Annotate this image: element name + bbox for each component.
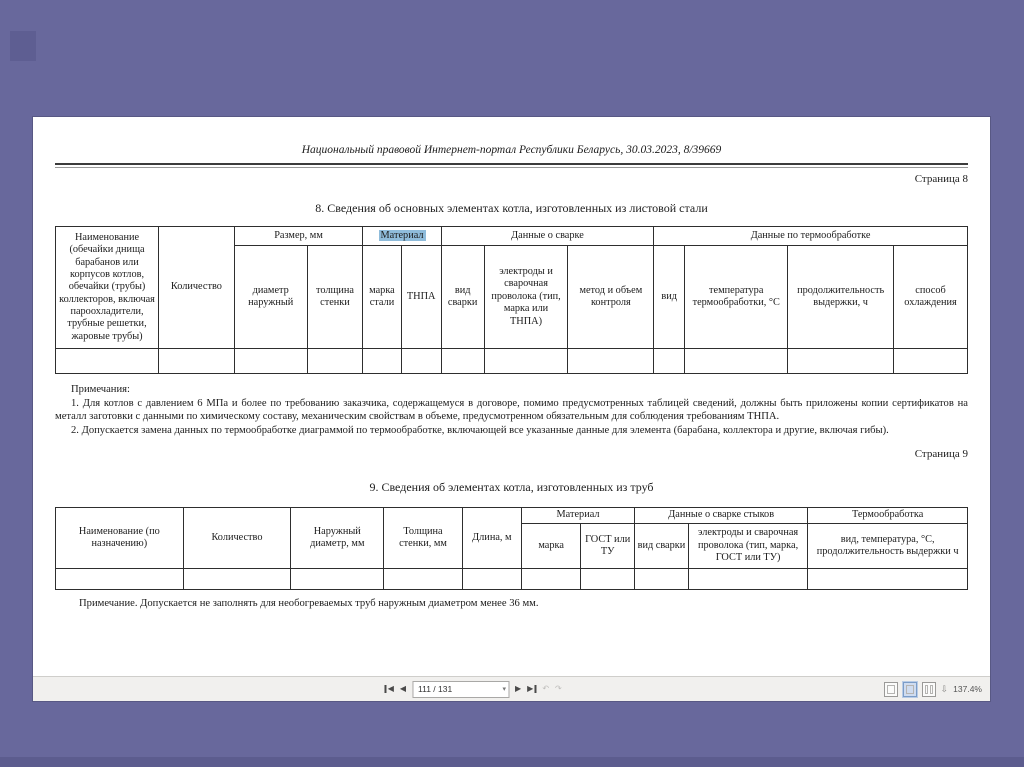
header-rule (55, 163, 968, 168)
t9-header-grade: марка (521, 524, 580, 569)
previous-page-button[interactable]: ◀ (399, 684, 407, 693)
t9-header-outer-diameter: Наружный диаметр, мм (291, 508, 384, 569)
viewer-toolbar (33, 676, 990, 701)
t8-group-material (363, 227, 441, 246)
t8-header-heat-type: вид (654, 246, 685, 349)
page-number-input[interactable] (412, 681, 509, 698)
t8-header-quantity: Количество (159, 227, 235, 349)
pdf-viewer-window (33, 117, 990, 701)
t8-header-tnpa: ТНПА (401, 246, 441, 349)
t8-header-outer-diameter: диаметр наружный (234, 246, 307, 349)
chevron-down-icon[interactable]: ▾ (502, 686, 507, 693)
page-8-label: Страница 8 (914, 173, 968, 185)
first-page-button[interactable]: ◀ (385, 685, 394, 693)
t8-group-welding: Данные о сварке (441, 227, 653, 246)
t8-header-weld-type: вид сварки (441, 246, 484, 349)
document-page (33, 117, 990, 677)
continuous-view-icon[interactable] (903, 682, 917, 697)
next-page-button[interactable]: ▶ (515, 684, 522, 693)
t8-header-electrodes: электроды и сварочная проволока (тип, марка или ТНПА) (484, 246, 568, 349)
page-navigation (385, 677, 562, 701)
t9-group-material: Материал (521, 508, 634, 524)
t8-header-name: Наименование (обечайки днища барабанов или корпусов котлов, обечайки (трубы) коллекторов, включая пароохладители, трубные решетки, жаровые трубы) (56, 227, 159, 349)
last-page-button[interactable]: ▶ (527, 685, 536, 693)
t8-header-control-method: метод и объем контроля (568, 246, 654, 349)
t9-group-heat-treatment: Термообработка (808, 508, 968, 524)
next-view-button[interactable]: ↷ (555, 684, 562, 693)
notes-title: Примечания: (71, 384, 130, 395)
search-highlight: Материал (380, 229, 424, 241)
notes-section-8 (55, 383, 968, 437)
t8-group-heat-treatment: Данные по термообработке (654, 227, 968, 246)
t9-header-wall-thickness: Толщина стенки, мм (384, 508, 462, 569)
previous-view-button[interactable]: ↶ (542, 684, 550, 693)
t9-header-electrodes: электроды и сварочная проволока (тип, марка, ГОСТ или ТУ) (688, 524, 807, 569)
single-page-view-icon[interactable] (884, 682, 898, 697)
t8-header-cooling-method: способ охлаждения (894, 246, 968, 349)
note-item-1: 1. Для котлов с давлением 6 МПа и более по требованию заказчика, содержащемуся в договоре, помимо предусмотренных таблицей сведений, должны быть приложены копии сертификатов на металл заготовки с данными по химическому составу, механическим свойствам в объеме, предусмотренном обязательным для соблюдения требованиям ТНПА. (55, 397, 968, 423)
t9-header-quantity: Количество (183, 508, 291, 569)
t8-header-hold-duration: продолжительность выдержки, ч (788, 246, 894, 349)
sheet-steel-elements-table (55, 226, 968, 374)
background-accent-square (10, 31, 36, 61)
t9-empty-data-row (56, 569, 968, 590)
section-8-title: 8. Сведения об основных элементах котла, изготовленных из листовой стали (315, 201, 708, 215)
zoom-level-text: 137.4% (953, 684, 982, 694)
t9-header-weld-type: вид сварки (635, 524, 689, 569)
note-section-9: Примечание. Допускается не заполнять для необогреваемых труб наружным диаметром менее 36 мм. (79, 598, 539, 609)
t8-header-steel-grade: марка стали (363, 246, 401, 349)
t9-header-length: Длина, м (462, 508, 521, 569)
t8-group-size: Размер, мм (234, 227, 363, 246)
t9-group-joint-welding: Данные о сварке стыков (635, 508, 808, 524)
t8-empty-data-row (56, 349, 968, 374)
note-item-2: 2. Допускается замена данных по термообработке диаграммой по термообработке, включающей все указанные данные для элемента (барабана, коллектора и другие, включая гибы). (71, 424, 889, 436)
page-9-label: Страница 9 (914, 448, 968, 460)
t9-header-heat-description: вид, температура, °С, продолжительность выдержки ч (808, 524, 968, 569)
t9-header-gost: ГОСТ или ТУ (581, 524, 635, 569)
document-header: Национальный правовой Интернет-портал Республики Беларусь, 30.03.2023, 8/39669 (301, 144, 722, 156)
two-page-view-icon[interactable] (922, 682, 936, 697)
t8-header-heat-temperature: температура термообработки, °С (685, 246, 788, 349)
bottom-accent-band (0, 757, 1024, 767)
t9-header-name: Наименование (по назначению) (56, 508, 184, 569)
page-number-value: 111 / 131 (418, 684, 453, 694)
tube-elements-table (55, 507, 968, 590)
scrolling-view-icon[interactable]: ⇩ (940, 683, 949, 694)
t8-header-wall-thickness: толщина стенки (307, 246, 363, 349)
section-9-title: 9. Сведения об элементах котла, изготовленных из труб (369, 480, 654, 494)
page-view-controls (884, 677, 982, 701)
